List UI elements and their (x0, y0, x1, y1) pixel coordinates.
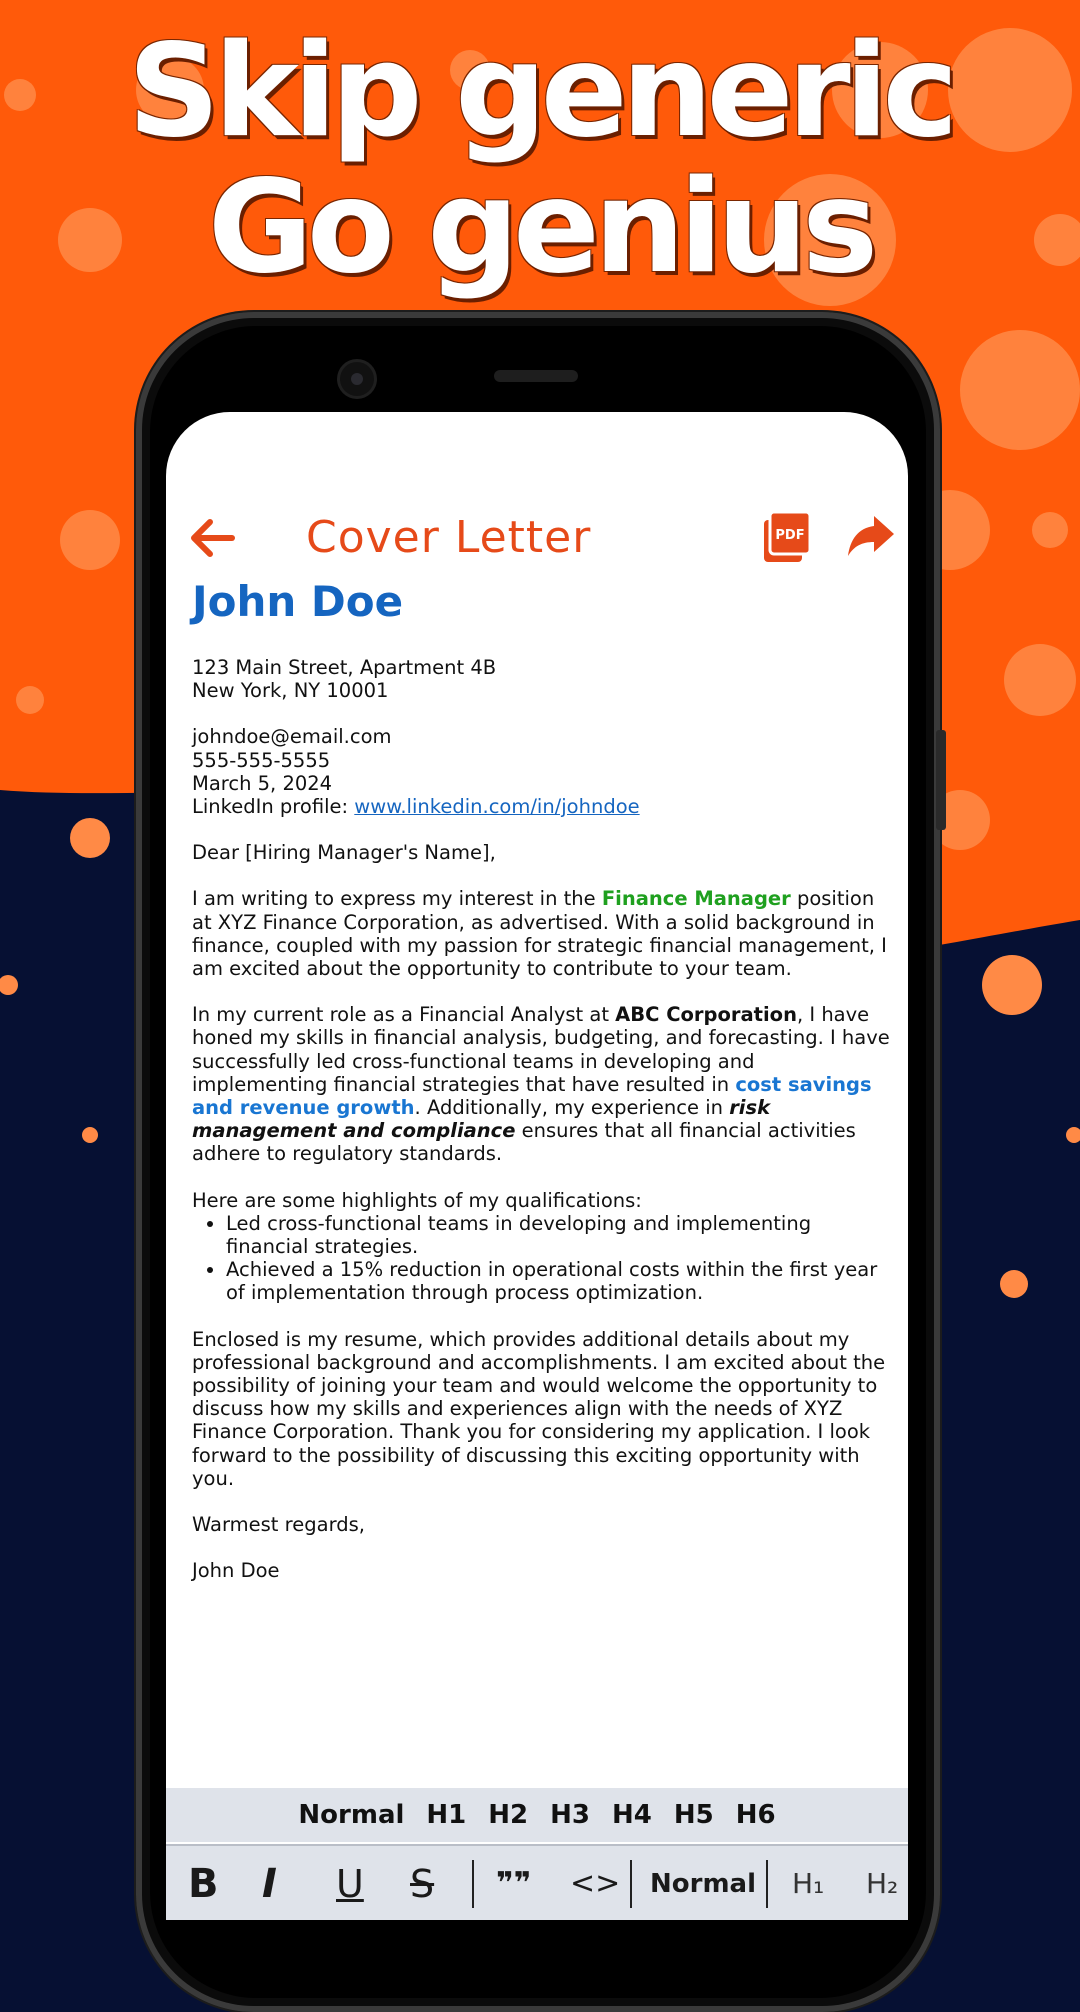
heading-option-h1[interactable]: H1 (426, 1800, 467, 1830)
quote-button[interactable]: ❞❞ (496, 1866, 532, 1901)
heading-option-h3[interactable]: H3 (550, 1800, 590, 1830)
p1-text-b: position at XYZ Finance Corporation, as advertised. With a solid background in finance, coupled with my passion for strategic financial management, I am excited about the opportunity to contribute to your team. (192, 887, 887, 981)
arrow-left-icon[interactable] (188, 516, 236, 560)
share-arrow-icon[interactable] (848, 514, 894, 558)
toolbar-divider (630, 1860, 632, 1908)
p1-text-a: I am writing to express my interest in the (192, 887, 602, 911)
p2-text-c: . Additionally, my experience in (414, 1096, 730, 1120)
company-name-bold: ABC Corporation (615, 1003, 797, 1027)
results-highlight: cost savings and revenue growth (192, 1072, 872, 1120)
signature: John Doe (192, 1559, 280, 1583)
toolbar-divider (766, 1860, 768, 1908)
earpiece-speaker (494, 370, 578, 382)
h1-button[interactable]: H₁ (792, 1867, 825, 1900)
email-text: johndoe@email.com (192, 725, 392, 749)
code-button[interactable]: <> (570, 1866, 621, 1901)
toolbar-divider (472, 1860, 474, 1908)
heading-option-h2[interactable]: H2 (488, 1800, 529, 1830)
h2-button[interactable]: H₂ (866, 1867, 899, 1900)
app-bar (166, 500, 908, 576)
heading-option-h6[interactable]: H6 (735, 1800, 776, 1830)
p2-text-d: ensures that all financial activities adhere to regulatory standards. (192, 1119, 856, 1166)
address-line-1: 123 Main Street, Apartment 4B (192, 656, 497, 679)
linkedin-label: LinkedIn profile: (192, 795, 355, 819)
strikethrough-button[interactable]: S (410, 1862, 435, 1906)
highlights-list (192, 1212, 892, 1305)
paragraph-1 (192, 887, 892, 980)
style-select[interactable]: Normal (650, 1869, 756, 1899)
front-camera (340, 362, 374, 396)
page-title: Cover Letter (306, 512, 592, 563)
phone-screen (166, 412, 908, 1920)
phone-text: 555-555-5555 (192, 748, 331, 772)
job-title-highlight: Finance Manager (601, 887, 791, 911)
pdf-file-icon[interactable] (764, 510, 810, 562)
heading-option-normal[interactable]: Normal (298, 1800, 405, 1830)
p2-text-b: , I have honed my skills in financial analysis, budgeting, and forecasting. I have successfully led cross-functional teams in developing and implementing financial strategies that have resulted in (192, 1003, 890, 1096)
linkedin-link[interactable]: www.linkedin.com/in/johndoe (354, 795, 640, 819)
phone-side-button (936, 730, 946, 830)
address-line-2: New York, NY 10001 (192, 679, 389, 703)
underline-button[interactable]: U (336, 1862, 364, 1906)
paragraph-3: Enclosed is my resume, which provides additional details about my professional background and accomplishments. I am excited about the possibility of joining your team and would welcome the opportunity to discuss how my skills and experiences align with the needs of XYZ Finance Corporation. Thank you for considering my application. I look forward to the possibility of discussing this exciting opportunity with you. (192, 1327, 886, 1490)
format-toolbar (166, 1844, 908, 1920)
headline-line-2: Go genius (207, 153, 873, 302)
bold-button[interactable]: B (188, 1861, 219, 1907)
heading-option-h4[interactable]: H4 (612, 1800, 652, 1830)
salutation: Dear [Hiring Manager's Name], (192, 841, 496, 865)
expertise-bold-italic: risk management and compliance (192, 1096, 771, 1143)
heading-style-bar (166, 1788, 908, 1842)
closing: Warmest regards, (192, 1513, 365, 1537)
paragraph-2 (192, 1003, 892, 1165)
italic-button[interactable]: I (262, 1861, 277, 1907)
p2-text-a: In my current role as a Financial Analyst at (192, 1003, 616, 1027)
headline-line-1: Skip generic (127, 17, 953, 166)
list-item: • Achieved a 15% reduction in operational costs within the first year of implementation through process optimization. (226, 1258, 892, 1304)
heading-option-h5[interactable]: H5 (673, 1800, 714, 1830)
cover-letter-body[interactable] (192, 578, 892, 1606)
pdf-icon-label: PDF (775, 528, 805, 543)
highlights-intro: Here are some highlights of my qualifications: (192, 1188, 642, 1212)
date-text: March 5, 2024 (192, 771, 333, 795)
list-item: • Led cross-functional teams in developing and implementing financial strategies. (226, 1212, 892, 1258)
applicant-name: John Doe (192, 577, 404, 626)
